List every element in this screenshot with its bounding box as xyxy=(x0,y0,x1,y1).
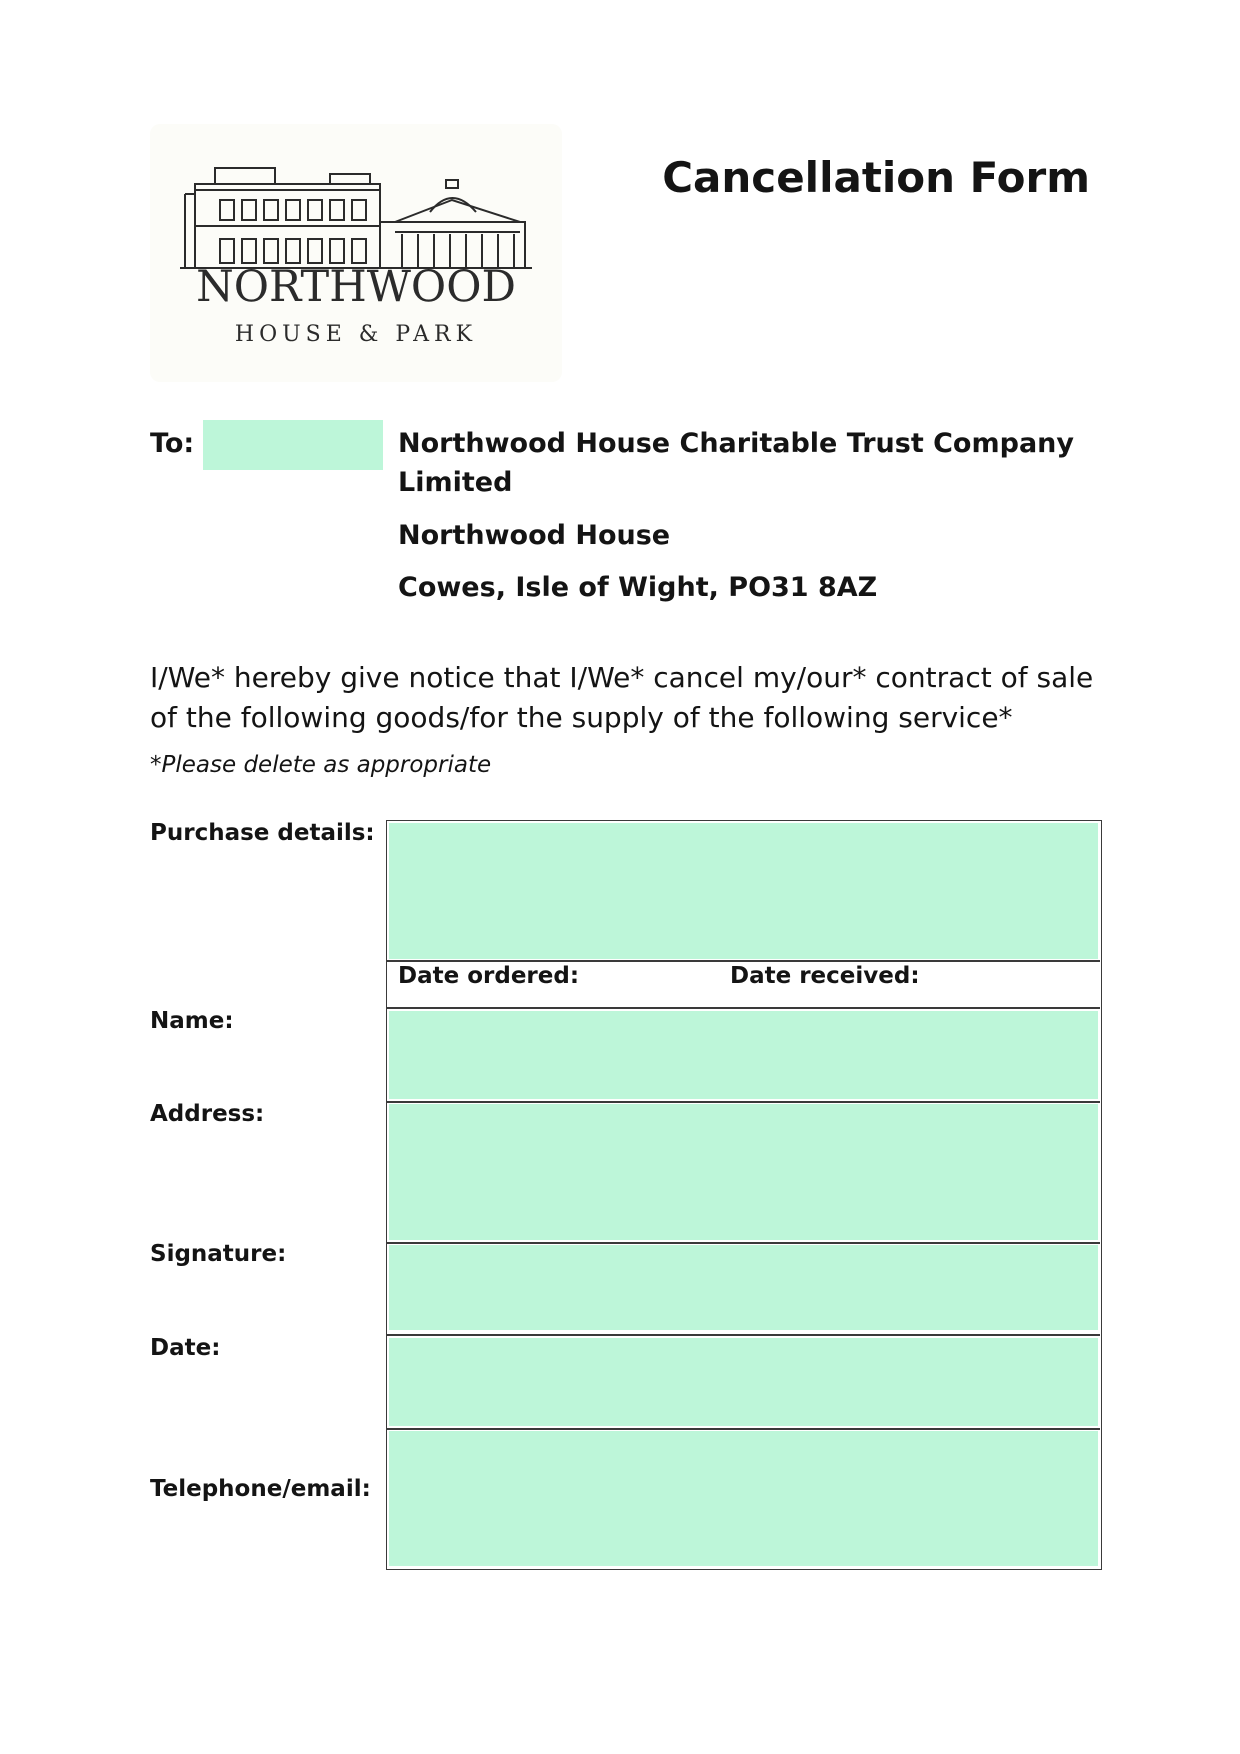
purchase-details-field[interactable] xyxy=(389,823,1098,959)
date-received-label: Date received: xyxy=(730,963,920,989)
divider xyxy=(387,960,1100,962)
northwood-logo xyxy=(150,124,562,382)
page-title: Cancellation Form xyxy=(662,153,1090,202)
signature-label: Signature: xyxy=(150,1241,287,1267)
divider xyxy=(387,1334,1100,1336)
date-label: Date: xyxy=(150,1335,221,1361)
logo-tagline: HOUSE & PARK xyxy=(234,322,478,347)
divider xyxy=(387,1007,1100,1009)
recipient-address-line: Northwood House xyxy=(398,520,671,551)
address-label: Address: xyxy=(150,1101,265,1127)
to-field[interactable] xyxy=(203,420,383,470)
logo-wordmark: NORTHWOOD xyxy=(196,262,516,312)
cancellation-notice: I/We* hereby give notice that I/We* cancel my/our* contract of sale of the following goods/for the supply of the following service* xyxy=(150,661,1094,734)
name-field[interactable] xyxy=(389,1011,1098,1099)
telephone-email-label: Telephone/email: xyxy=(150,1476,371,1502)
form-grid xyxy=(386,820,1102,1570)
northwood-house-building-icon xyxy=(180,154,532,269)
to-label: To: xyxy=(150,428,195,459)
name-label: Name: xyxy=(150,1008,234,1034)
divider xyxy=(387,1428,1100,1430)
divider xyxy=(387,1101,1100,1103)
telephone-email-field[interactable] xyxy=(389,1431,1098,1566)
divider xyxy=(387,1242,1100,1244)
date-field[interactable] xyxy=(389,1338,1098,1426)
date-ordered-label: Date ordered: xyxy=(398,963,580,989)
address-field[interactable] xyxy=(389,1104,1098,1240)
delete-note: *Please delete as appropriate xyxy=(150,752,492,778)
purchase-details-label: Purchase details: xyxy=(150,820,375,846)
recipient-name: Northwood House Charitable Trust Company Limited xyxy=(398,428,1074,498)
signature-field[interactable] xyxy=(389,1245,1098,1330)
recipient-address-line: Cowes, Isle of Wight, PO31 8AZ xyxy=(398,572,878,603)
